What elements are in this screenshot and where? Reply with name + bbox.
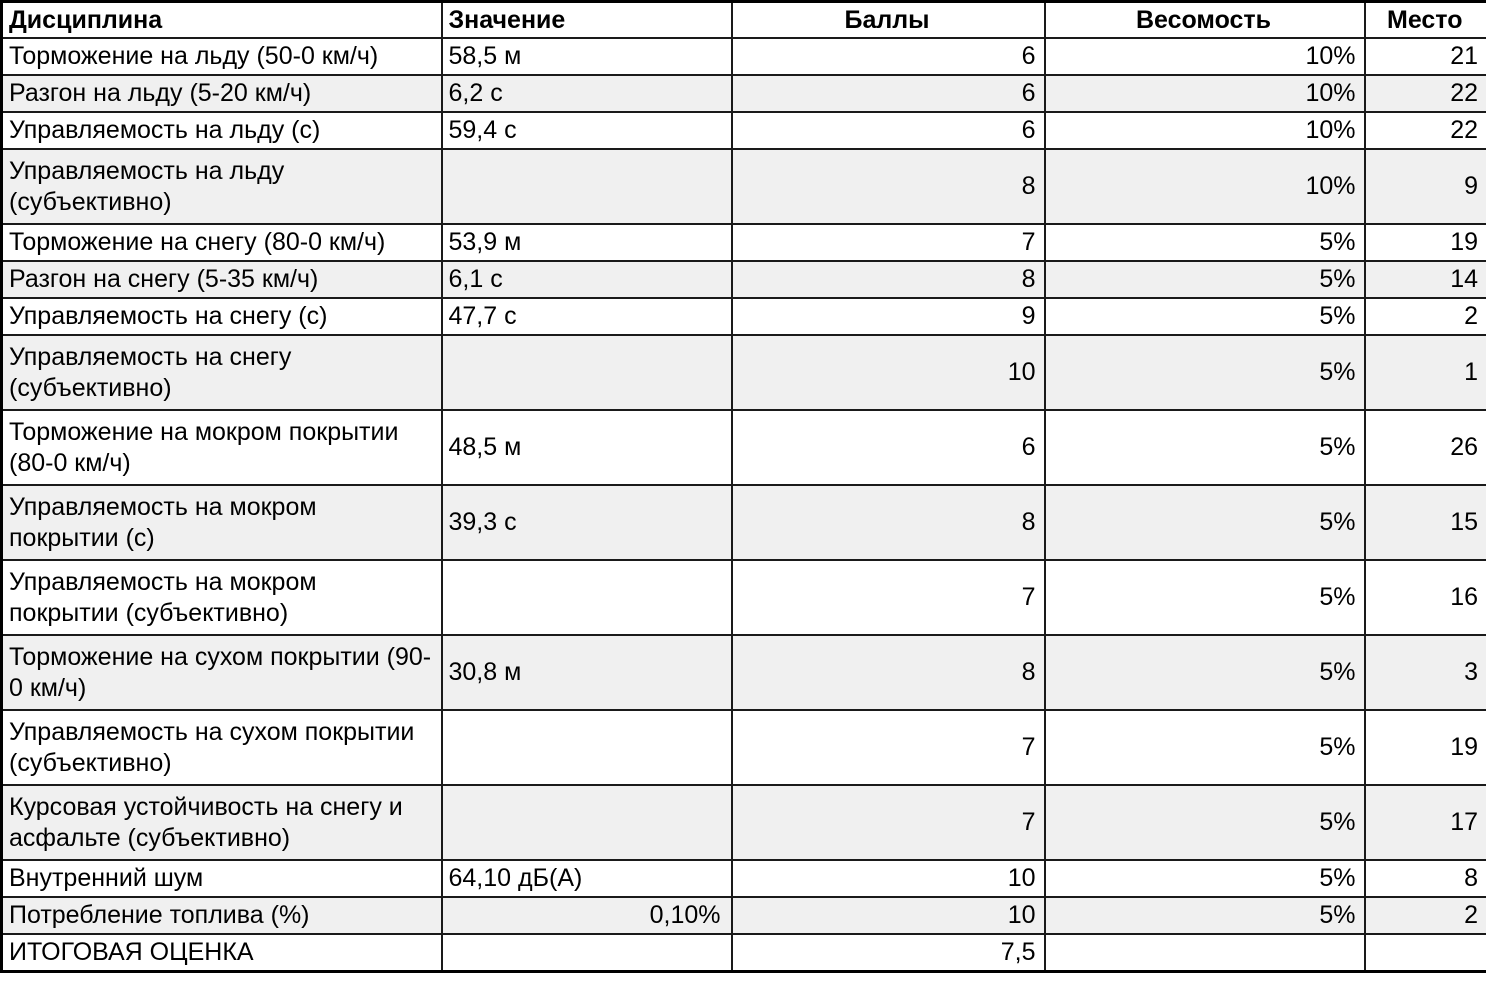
value-cell: 59,4 с <box>442 112 732 149</box>
value-cell <box>442 149 732 224</box>
column-header-place: Место <box>1365 2 1486 39</box>
table-row <box>2 860 1486 897</box>
weight-cell: 5% <box>1045 485 1365 560</box>
place-cell: 15 <box>1365 485 1486 560</box>
discipline-cell: Управляемость на мокром покрытии (с) <box>2 485 442 560</box>
value-cell: 47,7 с <box>442 298 732 335</box>
table-row <box>2 261 1486 298</box>
weight-cell: 5% <box>1045 224 1365 261</box>
points-cell: 8 <box>732 149 1045 224</box>
weight-cell: 5% <box>1045 897 1365 934</box>
weight-cell: 5% <box>1045 860 1365 897</box>
discipline-cell: Торможение на мокром покрытии (80-0 км/ч) <box>2 410 442 485</box>
weight-cell <box>1045 934 1365 972</box>
points-cell: 7 <box>732 710 1045 785</box>
discipline-cell: Разгон на льду (5-20 км/ч) <box>2 75 442 112</box>
discipline-cell: Разгон на снегу (5-35 км/ч) <box>2 261 442 298</box>
table-row <box>2 635 1486 710</box>
column-header-value: Значение <box>442 2 732 39</box>
place-cell: 22 <box>1365 75 1486 112</box>
weight-cell: 10% <box>1045 112 1365 149</box>
place-cell: 2 <box>1365 897 1486 934</box>
value-cell: 58,5 м <box>442 38 732 75</box>
place-cell: 8 <box>1365 860 1486 897</box>
points-cell: 8 <box>732 485 1045 560</box>
value-cell: 64,10 дБ(А) <box>442 860 732 897</box>
discipline-cell: Управляемость на льду (с) <box>2 112 442 149</box>
points-cell: 10 <box>732 335 1045 410</box>
value-cell: 53,9 м <box>442 224 732 261</box>
column-header-discipline: Дисциплина <box>2 2 442 39</box>
discipline-cell: Внутренний шум <box>2 860 442 897</box>
discipline-cell: Торможение на снегу (80-0 км/ч) <box>2 224 442 261</box>
table-row <box>2 75 1486 112</box>
discipline-cell: Управляемость на сухом покрытии (субъективно) <box>2 710 442 785</box>
place-cell: 14 <box>1365 261 1486 298</box>
points-cell: 6 <box>732 410 1045 485</box>
discipline-cell: Потребление топлива (%) <box>2 897 442 934</box>
table-row <box>2 785 1486 860</box>
weight-cell: 10% <box>1045 149 1365 224</box>
discipline-cell: Торможение на сухом покрытии (90-0 км/ч) <box>2 635 442 710</box>
value-cell: 6,1 с <box>442 261 732 298</box>
total-row <box>2 934 1486 972</box>
column-header-weight: Весомость <box>1045 2 1365 39</box>
weight-cell: 5% <box>1045 298 1365 335</box>
weight-cell: 5% <box>1045 710 1365 785</box>
discipline-cell: Управляемость на мокром покрытии (субъективно) <box>2 560 442 635</box>
weight-cell: 5% <box>1045 560 1365 635</box>
value-cell <box>442 934 732 972</box>
weight-cell: 5% <box>1045 410 1365 485</box>
discipline-cell: Торможение на льду (50-0 км/ч) <box>2 38 442 75</box>
table-row <box>2 560 1486 635</box>
place-cell: 17 <box>1365 785 1486 860</box>
weight-cell: 5% <box>1045 335 1365 410</box>
discipline-cell: Курсовая устойчивость на снегу и асфальте (субъективно) <box>2 785 442 860</box>
points-cell: 6 <box>732 38 1045 75</box>
discipline-cell: Управляемость на снегу (субъективно) <box>2 335 442 410</box>
place-cell: 9 <box>1365 149 1486 224</box>
discipline-cell: Управляемость на снегу (с) <box>2 298 442 335</box>
value-cell <box>442 335 732 410</box>
discipline-cell: ИТОГОВАЯ ОЦЕНКА <box>2 934 442 972</box>
table-row <box>2 298 1486 335</box>
points-cell: 9 <box>732 298 1045 335</box>
weight-cell: 5% <box>1045 785 1365 860</box>
table-row <box>2 410 1486 485</box>
points-cell: 10 <box>732 897 1045 934</box>
header-row <box>2 2 1486 39</box>
place-cell: 21 <box>1365 38 1486 75</box>
table-row <box>2 710 1486 785</box>
points-cell: 7 <box>732 785 1045 860</box>
table-row <box>2 224 1486 261</box>
value-cell: 48,5 м <box>442 410 732 485</box>
points-cell: 6 <box>732 112 1045 149</box>
value-cell: 0,10% <box>442 897 732 934</box>
value-cell: 30,8 м <box>442 635 732 710</box>
place-cell: 2 <box>1365 298 1486 335</box>
points-cell: 6 <box>732 75 1045 112</box>
weight-cell: 10% <box>1045 75 1365 112</box>
weight-cell: 5% <box>1045 635 1365 710</box>
points-cell: 8 <box>732 261 1045 298</box>
weight-cell: 5% <box>1045 261 1365 298</box>
value-cell <box>442 710 732 785</box>
points-cell: 7 <box>732 224 1045 261</box>
discipline-cell: Управляемость на льду (субъективно) <box>2 149 442 224</box>
value-cell <box>442 560 732 635</box>
table-row <box>2 38 1486 75</box>
place-cell: 19 <box>1365 224 1486 261</box>
table-row <box>2 112 1486 149</box>
table-row <box>2 335 1486 410</box>
place-cell: 3 <box>1365 635 1486 710</box>
table-row <box>2 149 1486 224</box>
table-row <box>2 897 1486 934</box>
weight-cell: 10% <box>1045 38 1365 75</box>
points-cell: 7,5 <box>732 934 1045 972</box>
place-cell: 19 <box>1365 710 1486 785</box>
column-header-points: Баллы <box>732 2 1045 39</box>
value-cell: 6,2 с <box>442 75 732 112</box>
place-cell: 26 <box>1365 410 1486 485</box>
value-cell: 39,3 с <box>442 485 732 560</box>
value-cell <box>442 785 732 860</box>
place-cell: 22 <box>1365 112 1486 149</box>
points-cell: 10 <box>732 860 1045 897</box>
points-cell: 8 <box>732 635 1045 710</box>
place-cell: 1 <box>1365 335 1486 410</box>
points-cell: 7 <box>732 560 1045 635</box>
place-cell: 16 <box>1365 560 1486 635</box>
table-row <box>2 485 1486 560</box>
place-cell <box>1365 934 1486 972</box>
